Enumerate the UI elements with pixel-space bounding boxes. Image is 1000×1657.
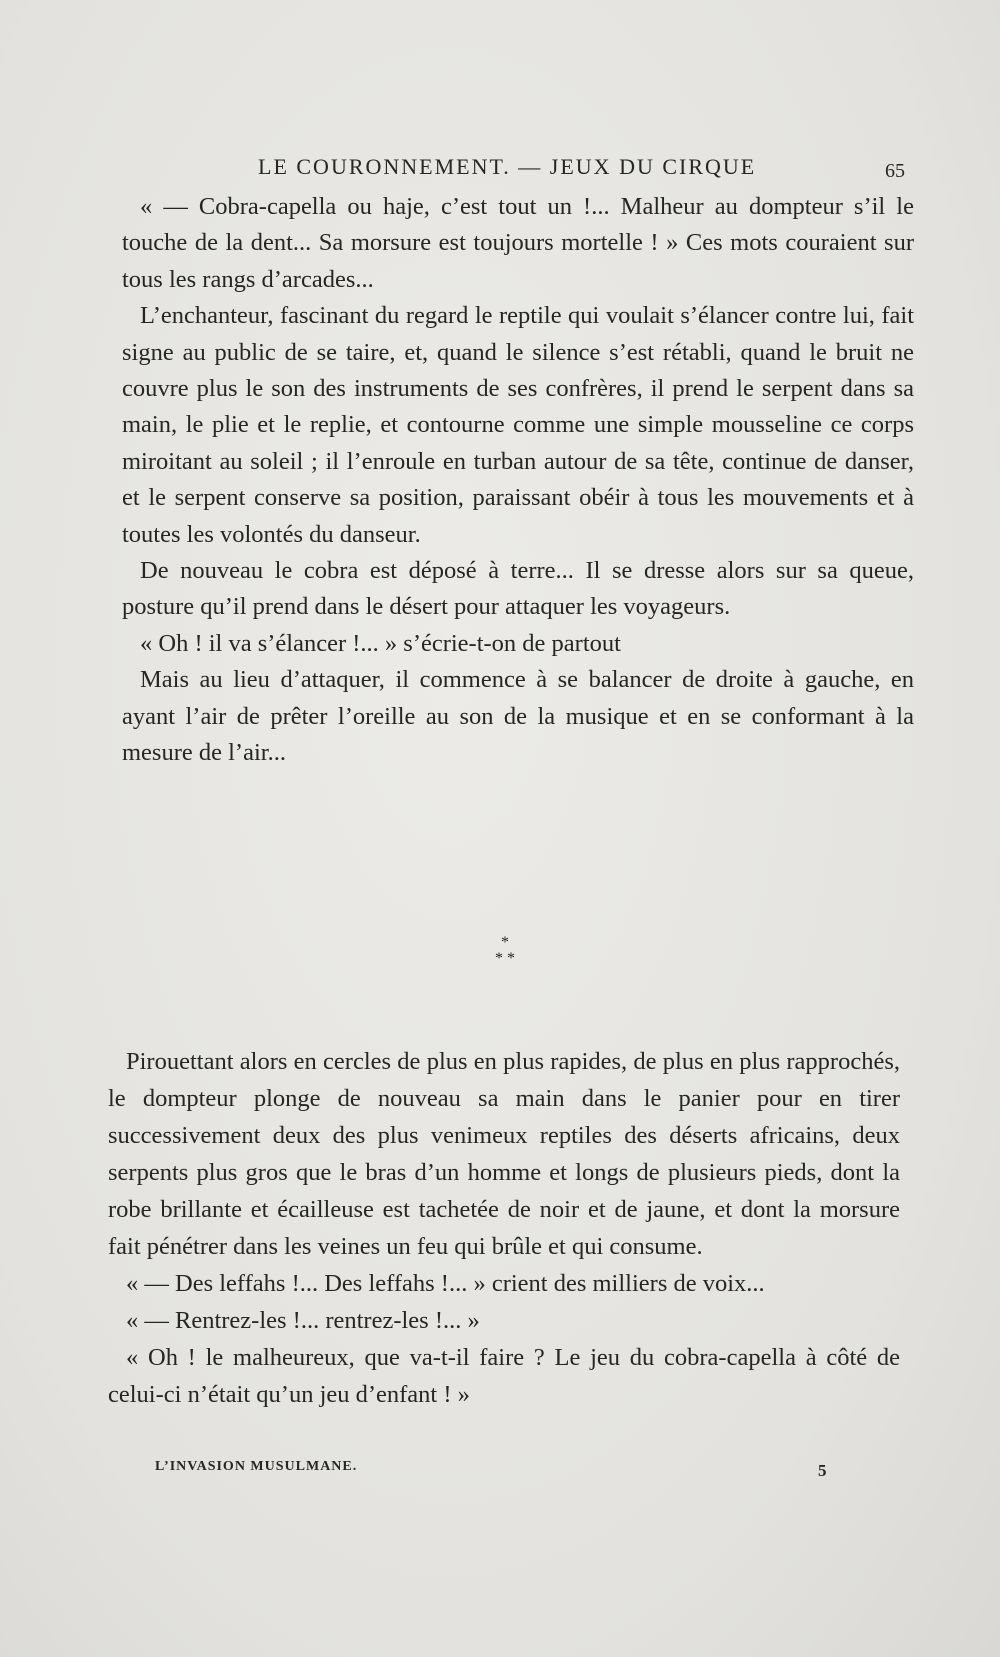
paragraph: Mais au lieu d’attaquer, il commence à se balancer de droite à gauche, en ayant l’air de prêter l’oreille au son de la musique et en se conformant à la mesure de l’air... — [122, 666, 914, 767]
paragraph: « — Cobra-capella ou haje, c’est tout un !... Malheur au dompteur s’il le touche de la dent... Sa morsure est toujours mortelle ! » Ces mots couraient sur tous les rangs d’arcades... — [122, 193, 914, 293]
paragraph: L’enchanteur, fascinant du regard le reptile qui voulait s’élancer contre lui, fait signe au public de se taire, et, quand le silence s’est rétabli, quand le bruit ne couvre plus le son des instruments de ses confrères, il prend le serpent dans sa main, le plie et le replie, et contourne comme une simple mousseline ce corps miroitant au soleil ; il l’enroule en turban autour de sa tête, continue de danser, et le serpent conserve sa position, paraissant obéir à tous les mouvements et à toutes les volontés du danseur. — [122, 302, 914, 548]
paragraph: « — Des leffahs !... Des leffahs !... » crient des milliers de voix... — [126, 1270, 765, 1297]
text-section-one — [122, 189, 914, 772]
paragraph: « — Rentrez-les !... rentrez-les !... » — [126, 1307, 480, 1334]
text-section-two — [108, 1043, 900, 1413]
signature-mark: 5 — [818, 1461, 827, 1480]
asterism-bottom: * * — [495, 950, 515, 967]
section-break-asterism — [485, 935, 525, 967]
paragraph: « Oh ! le malheureux, que va-t-il faire ? Le jeu du cobra-capella à côté de celui-ci n’était qu’un jeu d’enfant ! » — [108, 1344, 900, 1408]
paragraph: Pirouettant alors en cercles de plus en plus rapides, de plus en plus rapprochés, le dompteur plonge de nouveau sa main dans le panier pour en tirer successivement deux des plus venimeux reptiles des déserts africains, deux serpents plus gros que le bras d’un homme et longs de plusieurs pieds, dont la robe brillante et écailleuse est tachetée de noir et de jaune, et dont la morsure fait pénétrer dans les veines un feu qui brûle et qui consume. — [108, 1048, 900, 1260]
paragraph: « Oh ! il va s’élancer !... » s’écrie-t-on de partout — [140, 629, 621, 657]
asterism-top: * — [501, 934, 509, 951]
paragraph: De nouveau le cobra est déposé à terre... Il se dresse alors sur sa queue, posture qu’il prend dans le désert pour attaquer les voyageurs. — [122, 557, 914, 621]
running-head: LE COURONNEMENT. — JEUX DU CIRQUE — [258, 154, 757, 179]
page-number: 65 — [885, 160, 905, 182]
footer-book-title: L’INVASION MUSULMANE. — [155, 1459, 358, 1474]
